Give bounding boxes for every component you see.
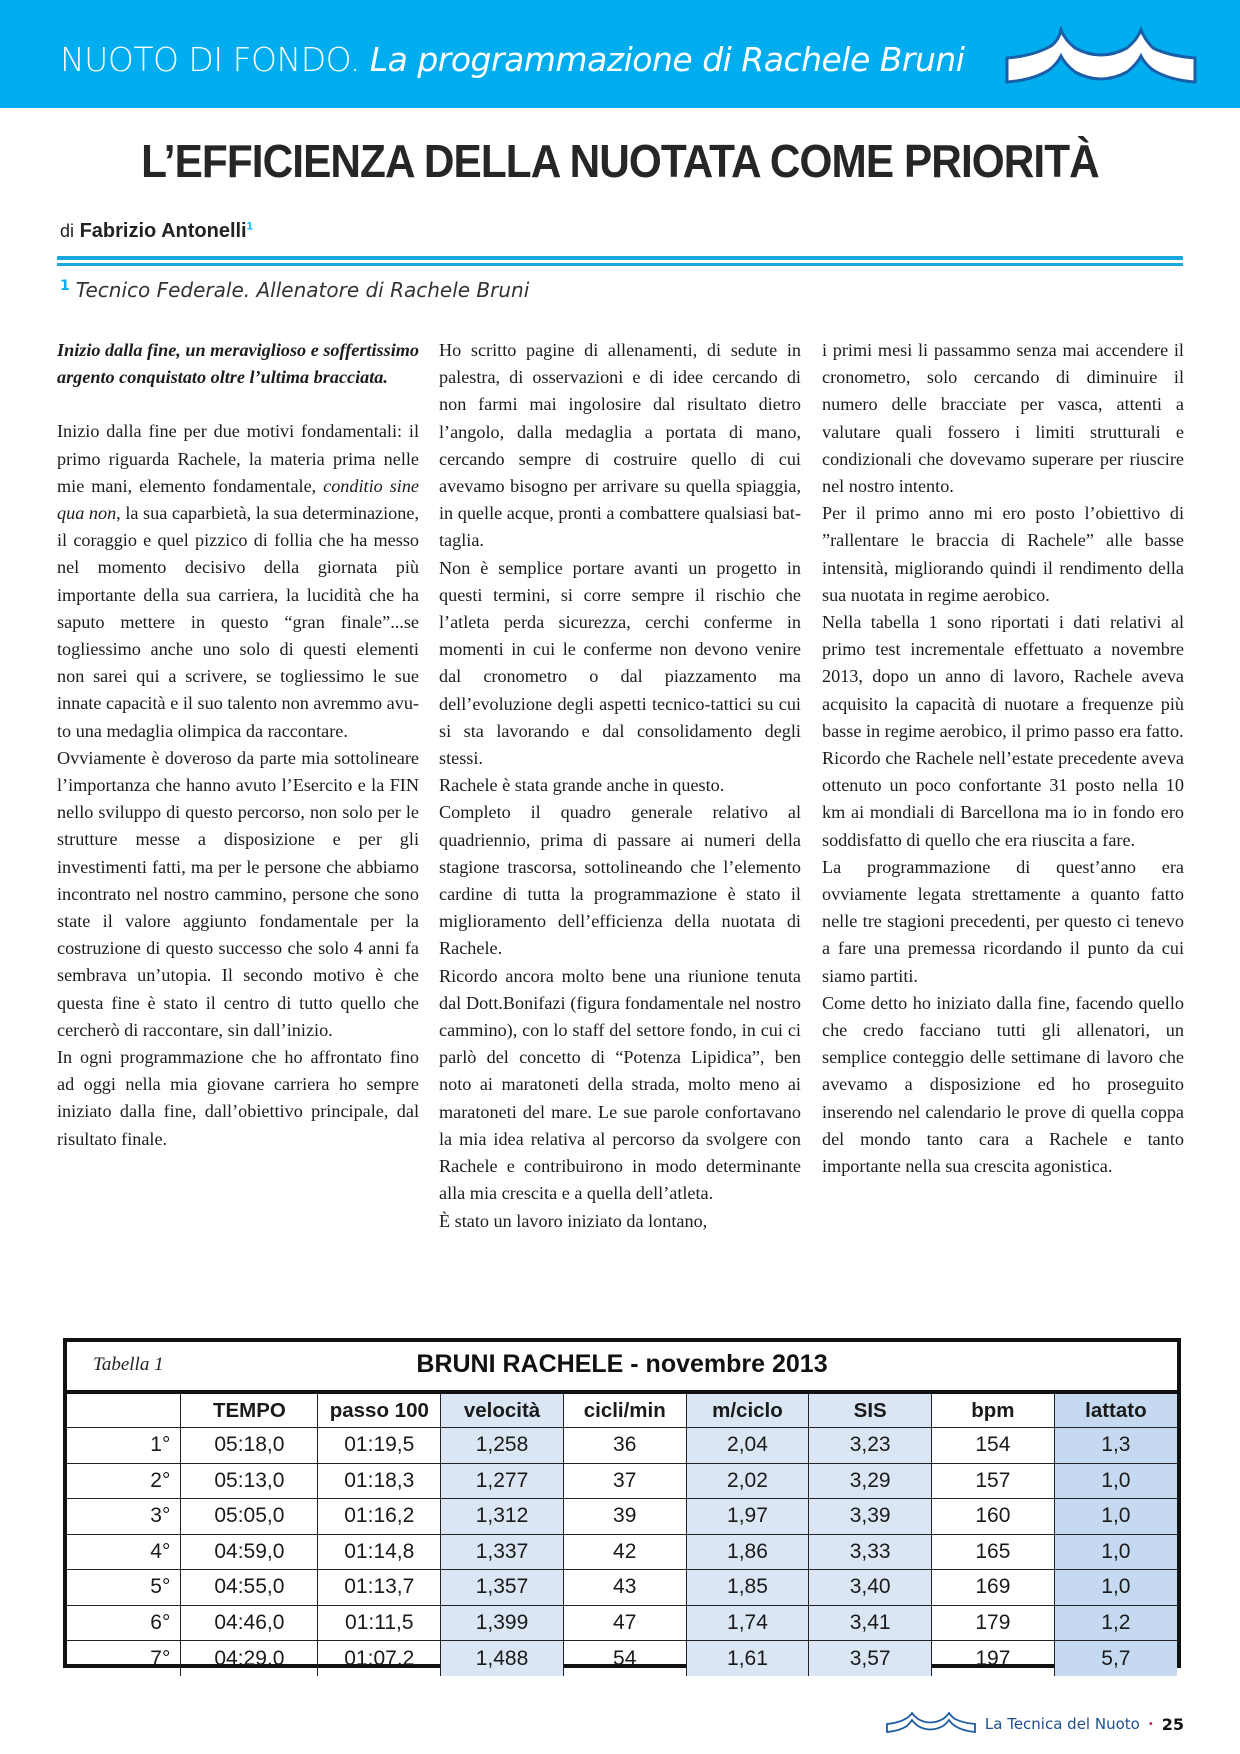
table-caption: Tabella 1 bbox=[93, 1354, 164, 1375]
table-header-row bbox=[67, 1392, 1177, 1428]
byline bbox=[60, 220, 253, 243]
table-cell: 37 bbox=[563, 1463, 686, 1499]
table-cell: 1,3 bbox=[1054, 1428, 1177, 1464]
wave-logo-icon bbox=[1003, 26, 1199, 98]
row-label: 3° bbox=[67, 1499, 181, 1535]
paragraph: Come detto ho iniziato dalla fine, facendo quello che credo facciano tutti gli allenatori, un semplice conteggio delle settimane di lavoro che avevamo a disposizione ed ho proseguito inserendo nel calendario le prove di quella coppa del mondo tanto cara a Rachele e tanto importante nella sua crescita agonistica. bbox=[822, 992, 1184, 1177]
column-header: lattato bbox=[1054, 1392, 1177, 1428]
table-cell: 05:18,0 bbox=[181, 1428, 318, 1464]
table-cell: 04:59,0 bbox=[181, 1534, 318, 1570]
table-cell: 01:14,8 bbox=[318, 1534, 441, 1570]
paragraph-text: Inizio dalla fine per due motivi fondamentali: il primo riguarda Rachele, la materia prima nelle mie mani, elemento fondamentale, bbox=[57, 421, 419, 496]
author-name: Fabrizio Antonelli bbox=[79, 220, 247, 242]
column-header: SIS bbox=[809, 1392, 932, 1428]
footer-separator: • bbox=[1147, 1718, 1154, 1730]
row-label: 4° bbox=[67, 1534, 181, 1570]
affiliation-text: Tecnico Federale. Allenatore di Rachele Bruni bbox=[75, 278, 530, 302]
table-cell: 01:18,3 bbox=[318, 1463, 441, 1499]
paragraph: Ovviamente è doveroso da parte mia sottolineare l’importanza che hanno avuto l’Esercito e la FIN nello sviluppo di questo percorso, non solo per le strutture messe a disposizione e per gli investimenti fatti, ma per le persone che abbiamo incontrato nel nostro cammino, persone che sono state il valore aggiunto fondamentale per la costruzione di questo successo che solo 4 anni fa sembrava un’utopia. Il secondo motivo è che questa fine è stato il centro di tutto quello che cercherò di raccontare, sin dall’inizio. bbox=[57, 747, 419, 1040]
author-footnote-mark: 1 bbox=[246, 220, 253, 233]
divider-rule bbox=[57, 263, 1183, 266]
column-header: TEMPO bbox=[181, 1392, 318, 1428]
table-cell: 1,74 bbox=[686, 1605, 809, 1641]
byline-prefix: di bbox=[60, 221, 75, 241]
table-cell: 1,0 bbox=[1054, 1463, 1177, 1499]
table-cell: 179 bbox=[932, 1605, 1055, 1641]
paragraph: In ogni programmazione che ho affrontato fino ad oggi nella mia giovane carriera ho sempre iniziato dalla fine, dall’obiettivo principale, dal risultato finale. bbox=[57, 1047, 419, 1149]
table-cell: 1,488 bbox=[441, 1641, 564, 1677]
table-row bbox=[67, 1641, 1177, 1677]
column-header: bpm bbox=[932, 1392, 1055, 1428]
table-cell: 197 bbox=[932, 1641, 1055, 1677]
table-title: BRUNI RACHELE - novembre 2013 bbox=[416, 1350, 828, 1378]
table-cell: 01:16,2 bbox=[318, 1499, 441, 1535]
paragraph: È stato un lavoro iniziato da lontano, bbox=[439, 1210, 708, 1231]
text-column-1 bbox=[57, 337, 419, 1153]
affiliation-footnote-mark: 1 bbox=[60, 278, 70, 294]
page-number: 25 bbox=[1161, 1714, 1184, 1734]
table-body bbox=[67, 1428, 1177, 1677]
table-cell: 1,0 bbox=[1054, 1570, 1177, 1606]
paragraph bbox=[57, 418, 419, 744]
table-row bbox=[67, 1570, 1177, 1606]
paragraph: Ho scritto pagine di allenamenti, di sedute in palestra, di osservazioni e di idee cercando di non farmi mai ingolosire dal risultato dietro l’angolo, dalla medaglia a portata di mano, cercando sempre di costruire quello di cui avevamo bisogno per arrivare su quella spiaggia, in quelle acque, pronti a combattere qualsiasi battaglia. bbox=[439, 340, 801, 551]
table-cell: 1,86 bbox=[686, 1534, 809, 1570]
table-cell: 154 bbox=[932, 1428, 1055, 1464]
table-cell: 169 bbox=[932, 1570, 1055, 1606]
table-cell: 1,0 bbox=[1054, 1499, 1177, 1535]
column-header: velocità bbox=[441, 1392, 564, 1428]
table-cell: 1,277 bbox=[441, 1463, 564, 1499]
table-cell: 1,357 bbox=[441, 1570, 564, 1606]
table-cell: 3,29 bbox=[809, 1463, 932, 1499]
magazine-name: La Tecnica del Nuoto bbox=[984, 1715, 1140, 1733]
table-cell: 3,23 bbox=[809, 1428, 932, 1464]
table-cell: 1,337 bbox=[441, 1534, 564, 1570]
row-label: 5° bbox=[67, 1570, 181, 1606]
wave-logo-icon bbox=[885, 1712, 977, 1736]
table-cell: 1,85 bbox=[686, 1570, 809, 1606]
table-cell: 1,61 bbox=[686, 1641, 809, 1677]
paragraph-text: , la sua caparbietà, la sua determinazione, il coraggio e quel pizzico di follia che ha messo nel momento decisivo della giornata più importante della sua carriera, la lucidità che ha saputo mettere in questo “gran finale”...se togliessimo anche uno solo di questi elementi non sarei qui a scrivere, se togliessimo le sue innate capacità e il suo talento non avremmo avuto una medaglia olimpica da raccontare. bbox=[57, 503, 419, 741]
data-table-panel bbox=[63, 1338, 1181, 1668]
table-row bbox=[67, 1605, 1177, 1641]
row-label: 1° bbox=[67, 1428, 181, 1464]
table-row bbox=[67, 1428, 1177, 1464]
table-cell: 47 bbox=[563, 1605, 686, 1641]
table-cell: 05:05,0 bbox=[181, 1499, 318, 1535]
header-band bbox=[0, 0, 1240, 108]
table-cell: 1,258 bbox=[441, 1428, 564, 1464]
divider-rule bbox=[57, 256, 1183, 260]
table-cell: 42 bbox=[563, 1534, 686, 1570]
paragraph: Ricordo ancora molto bene una riunione tenuta dal Dott.Bonifazi (figura fondamentale nel nostro cammino), con lo staff del settore fondo, in cui ci parlò del concetto di “Potenza Lipidica”, ben noto ai maratoneti della strada, molto meno ai maratoneti del mare. Le sue parole confortavano la mia idea relativa al percorso da svolgere con Rachele e contribuirono in modo determinante alla mia crescita e a quella dell’atleta. bbox=[439, 965, 801, 1204]
paragraph: La programmazione di quest’anno era ovviamente legata strettamente a quanto fatto nelle tre stagioni precedenti, per questo ci tenevo a fare una premessa ricordando il punto da cui siamo partiti. bbox=[822, 856, 1184, 986]
table-cell: 5,7 bbox=[1054, 1641, 1177, 1677]
section-subtitle: La programmazione di Rachele Bruni bbox=[369, 40, 965, 79]
table-cell: 01:13,7 bbox=[318, 1570, 441, 1606]
paragraph: Rachele è stata grande anche in questo. bbox=[439, 775, 725, 796]
table-cell: 54 bbox=[563, 1641, 686, 1677]
paragraph: Non è semplice portare avanti un progetto in questi termini, si corre sempre il rischio che l’atleta perda sicurezza, cerchi conferme in momenti in cui le conferme non devono venire dal cronometro o dal piazzamento ma dell’evoluzione degli aspetti tecnico-tattici su cui si sta lavorando e dal consolidamento degli stessi. bbox=[439, 557, 801, 769]
latin-phrase: conditio sine qua non bbox=[57, 475, 419, 524]
table-cell: 160 bbox=[932, 1499, 1055, 1535]
table-cell: 01:11,5 bbox=[318, 1605, 441, 1641]
table-cell: 1,2 bbox=[1054, 1605, 1177, 1641]
paragraph: Per il primo anno mi ero posto l’obiettivo di ”rallentare le braccia di Rachele” alle basse intensità, migliorando quindi il rendimento della sua nuotata in regime aerobico. bbox=[822, 503, 1184, 605]
table-row bbox=[67, 1463, 1177, 1499]
table-cell: 1,399 bbox=[441, 1605, 564, 1641]
table-cell: 36 bbox=[563, 1428, 686, 1464]
table-cell: 43 bbox=[563, 1570, 686, 1606]
section-name: NUOTO DI FONDO. bbox=[60, 40, 360, 79]
column-header: cicli/min bbox=[563, 1392, 686, 1428]
table-row bbox=[67, 1499, 1177, 1535]
table-cell: 2,04 bbox=[686, 1428, 809, 1464]
table-cell: 04:46,0 bbox=[181, 1605, 318, 1641]
table-cell: 165 bbox=[932, 1534, 1055, 1570]
table-cell: 3,39 bbox=[809, 1499, 932, 1535]
paragraph: i primi mesi li passammo senza mai accendere il cronometro, solo cercando di diminuire il numero delle bracciate per vasca, attenti a valutare quali fossero i limiti strutturali e condizionali che dovevamo superare per riuscire nel nostro intento. bbox=[822, 340, 1184, 497]
table-cell: 3,33 bbox=[809, 1534, 932, 1570]
test-results-table bbox=[67, 1390, 1177, 1676]
column-header: m/ciclo bbox=[686, 1392, 809, 1428]
table-cell: 3,57 bbox=[809, 1641, 932, 1677]
text-column-3 bbox=[822, 337, 1184, 1180]
lead-paragraph: Inizio dalla fine, un meraviglioso e soffertissimo argento conquistato oltre l’ultima bracciata. bbox=[57, 340, 419, 388]
table-cell: 1,0 bbox=[1054, 1534, 1177, 1570]
table-cell: 1,312 bbox=[441, 1499, 564, 1535]
column-header: passo 100 bbox=[318, 1392, 441, 1428]
table-cell: 05:13,0 bbox=[181, 1463, 318, 1499]
paragraph: Nella tabella 1 sono riportati i dati relativi al primo test incrementale effettuato a novembre 2013, dopo un anno di lavoro, Rachele aveva acquisito la capacità di nuotare a frequenze più basse in regime aerobico, il primo passo era fatto. bbox=[822, 612, 1184, 741]
article-title: L’EFFICIENZA DELLA NUOTATA COME PRIORITÀ bbox=[141, 135, 1099, 187]
section-header bbox=[60, 40, 964, 79]
row-label: 7° bbox=[67, 1641, 181, 1677]
table-cell: 157 bbox=[932, 1463, 1055, 1499]
text-column-2 bbox=[439, 337, 801, 1235]
author-affiliation bbox=[60, 278, 529, 302]
table-cell: 01:19,5 bbox=[318, 1428, 441, 1464]
table-cell: 04:29,0 bbox=[181, 1641, 318, 1677]
table-cell: 04:55,0 bbox=[181, 1570, 318, 1606]
table-row bbox=[67, 1534, 1177, 1570]
table-cell: 39 bbox=[563, 1499, 686, 1535]
table-cell: 3,41 bbox=[809, 1605, 932, 1641]
paragraph: Completo il quadro generale relativo al quadriennio, prima di passare ai numeri della stagione trascorsa, sottolineando che l’elemento cardine di tutta la programmazione è stato il miglioramento dell’efficienza della nuotata di Rachele. bbox=[439, 802, 801, 959]
table-cell: 1,97 bbox=[686, 1499, 809, 1535]
table-cell: 2,02 bbox=[686, 1463, 809, 1499]
column-header bbox=[67, 1392, 181, 1428]
table-cell: 01:07,2 bbox=[318, 1641, 441, 1677]
paragraph: Ricordo che Rachele nell’estate precedente aveva ottenuto un poco confortante 31 posto nella 10 km ai mondiali di Barcellona ma io in fondo ero soddisfatto di quello che era riuscita a fare. bbox=[822, 748, 1184, 850]
row-label: 6° bbox=[67, 1605, 181, 1641]
page-footer bbox=[885, 1712, 1184, 1736]
table-cell: 3,40 bbox=[809, 1570, 932, 1606]
row-label: 2° bbox=[67, 1463, 181, 1499]
